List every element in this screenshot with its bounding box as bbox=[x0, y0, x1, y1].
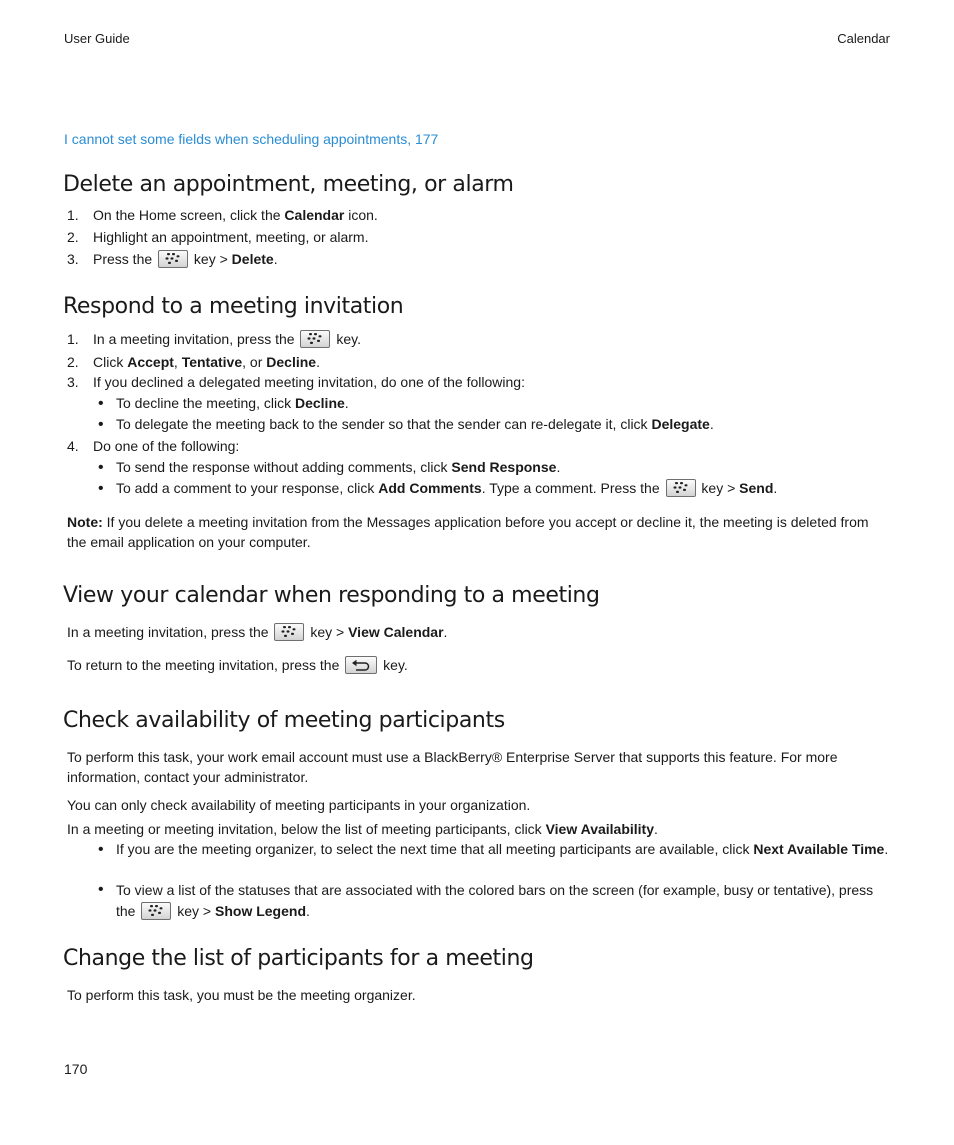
blackberry-menu-key-icon bbox=[666, 479, 696, 497]
step-number: 3. bbox=[67, 251, 79, 267]
blackberry-menu-key-icon bbox=[274, 623, 304, 641]
step-text: Do one of the following: bbox=[93, 438, 240, 454]
bullet-text: To add a comment to your response, click Add Comments. Type a comment. Press the key > Send. bbox=[116, 480, 778, 496]
step-number: 3. bbox=[67, 374, 79, 390]
step-number: 4. bbox=[67, 438, 79, 454]
bullet-marker: • bbox=[98, 459, 104, 476]
note-paragraph: Note: If you delete a meeting invitation from the Messages application before you accept or decline it, the meeting is deleted from the email application on your computer. bbox=[67, 514, 869, 550]
running-header-left: User Guide bbox=[64, 31, 130, 46]
section-title-view-calendar: View your calendar when responding to a meeting bbox=[63, 583, 600, 608]
step-text: If you declined a delegated meeting invitation, do one of the following: bbox=[93, 374, 525, 390]
paragraph: To return to the meeting invitation, press the key. bbox=[67, 657, 408, 673]
step-number: 2. bbox=[67, 229, 79, 245]
step-text: Highlight an appointment, meeting, or alarm. bbox=[93, 229, 369, 245]
bullet-text: To delegate the meeting back to the sender so that the sender can re-delegate it, click Delegate. bbox=[116, 416, 714, 432]
related-topic-link[interactable]: I cannot set some fields when scheduling appointments, 177 bbox=[64, 131, 439, 147]
paragraph: In a meeting or meeting invitation, below the list of meeting participants, click View Availability. bbox=[67, 821, 658, 837]
bullet-text: If you are the meeting organizer, to select the next time that all meeting participants are available, click Next Available Time. bbox=[116, 841, 889, 857]
section-title-delete: Delete an appointment, meeting, or alarm bbox=[63, 172, 514, 197]
bullet-text: To decline the meeting, click Decline. bbox=[116, 395, 349, 411]
bullet-text: To send the response without adding comments, click Send Response. bbox=[116, 459, 561, 475]
step-text: On the Home screen, click the Calendar icon. bbox=[93, 207, 378, 223]
paragraph: To perform this task, you must be the meeting organizer. bbox=[67, 987, 416, 1003]
bullet-text: To view a list of the statuses that are associated with the colored bars on the screen (for example, busy or tentative), press the key > Show Legend. bbox=[116, 882, 874, 919]
bullet-marker: • bbox=[98, 395, 104, 412]
step-text: Press the key > Delete. bbox=[93, 251, 278, 267]
escape-key-icon bbox=[345, 656, 377, 674]
bullet-marker: • bbox=[98, 480, 104, 497]
running-header-right: Calendar bbox=[837, 31, 890, 46]
step-text: In a meeting invitation, press the key. bbox=[93, 331, 361, 347]
blackberry-menu-key-icon bbox=[300, 330, 330, 348]
blackberry-menu-key-icon bbox=[141, 902, 171, 920]
blackberry-menu-key-icon bbox=[158, 250, 188, 268]
step-number: 2. bbox=[67, 354, 79, 370]
section-title-change-participants: Change the list of participants for a meeting bbox=[63, 946, 534, 971]
bullet-marker: • bbox=[98, 841, 104, 858]
step-text: Click Accept, Tentative, or Decline. bbox=[93, 354, 320, 370]
paragraph: To perform this task, your work email account must use a BlackBerry® Enterprise Server that supports this feature. For more information, contact your administrator. bbox=[67, 749, 838, 785]
bullet-marker: • bbox=[98, 416, 104, 433]
section-title-check-availability: Check availability of meeting participants bbox=[63, 708, 505, 733]
step-number: 1. bbox=[67, 331, 79, 347]
paragraph: You can only check availability of meeting participants in your organization. bbox=[67, 797, 531, 813]
section-title-respond: Respond to a meeting invitation bbox=[63, 294, 404, 319]
page-number: 170 bbox=[64, 1061, 88, 1077]
paragraph: In a meeting invitation, press the key > View Calendar. bbox=[67, 624, 448, 640]
bullet-marker: • bbox=[98, 881, 104, 898]
step-number: 1. bbox=[67, 207, 79, 223]
